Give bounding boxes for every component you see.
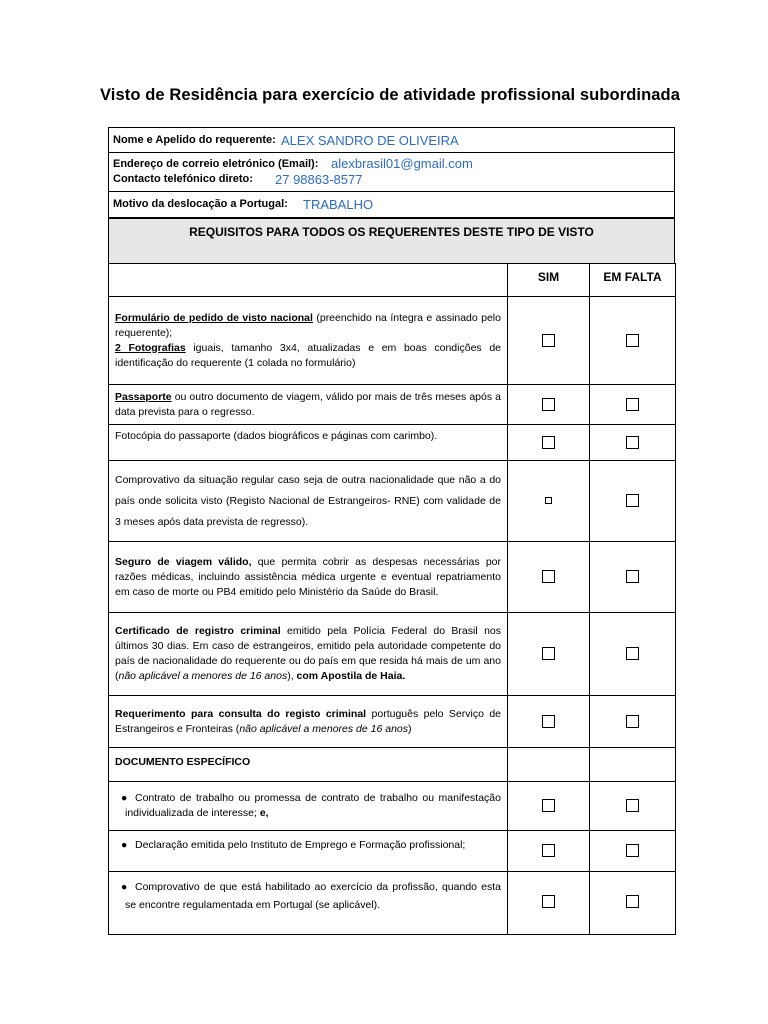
em-falta-checkbox[interactable] — [626, 436, 639, 449]
sim-checkbox[interactable] — [542, 570, 555, 583]
table-row — [109, 425, 676, 461]
table-row — [109, 872, 676, 935]
criminal-record-note: não aplicável a menores de 16 anos — [118, 670, 288, 682]
photos-label: 2 Fotografias — [115, 341, 186, 354]
page-title: Visto de Residência para exercício de atividade profissional subordinada — [100, 86, 681, 104]
table-row — [109, 831, 676, 872]
contract-text: Contrato de trabalho ou promessa de contrato de trabalho ou manifestação individualizada de interesse; — [125, 792, 501, 819]
em-falta-checkbox[interactable] — [626, 494, 639, 507]
consult-note: não aplicável a menores de 16 anos — [239, 722, 409, 735]
header-empty-cell — [109, 264, 508, 297]
consult-detail: português pelo Serviço de Estrangeiros e Fronteiras ( — [115, 707, 501, 735]
passport-detail: ou outro documento de viagem, válido por mais de três meses após a data prevista para o regresso. — [115, 390, 501, 418]
table-header-row — [109, 264, 676, 297]
em-falta-checkbox[interactable] — [626, 334, 639, 347]
criminal-record-detail: emitido pela Polícia Federal do Brasil nos últimos 30 dias. Em caso de estrangeiros, emitido pela autoridade competente do país de nacionalidade do requerente ou do país em que resida há mais de um ano ( — [115, 625, 501, 682]
em-falta-checkbox[interactable] — [626, 844, 639, 857]
sim-checkbox[interactable] — [542, 895, 555, 908]
requirement-passport — [109, 385, 508, 425]
form-label: Formulário de pedido de visto nacional — [115, 311, 313, 324]
requirement-criminal-record-consult — [109, 696, 508, 748]
column-sim-header: SIM — [508, 264, 590, 297]
em-falta-checkbox[interactable] — [626, 895, 639, 908]
column-em-falta-header: EM FALTA — [590, 264, 676, 297]
table-row — [109, 297, 676, 385]
sim-checkbox[interactable] — [542, 436, 555, 449]
empty-cell — [590, 748, 676, 782]
applicant-reason-value[interactable]: TRABALHO — [303, 197, 374, 212]
criminal-record-label: Certificado de registro criminal — [115, 625, 281, 637]
applicant-email-value[interactable]: alexbrasil01@gmail.com — [331, 156, 473, 171]
table-row — [109, 613, 676, 696]
bullet-icon: ● — [121, 839, 128, 851]
sim-checkbox[interactable] — [542, 334, 555, 347]
requirement-form-photos — [109, 297, 508, 385]
table-row — [109, 385, 676, 425]
specific-iefp-declaration — [109, 831, 508, 872]
applicant-reason-row — [108, 191, 675, 218]
qualification-text: Comprovativo de que está habilitado ao exercício da profissão, quando esta se encontre regulamentada em Portugal (se aplicável). — [125, 881, 501, 911]
em-falta-checkbox[interactable] — [626, 715, 639, 728]
sim-checkbox[interactable] — [542, 844, 555, 857]
em-falta-checkbox[interactable] — [626, 570, 639, 583]
requirement-rne: Comprovativo da situação regular caso seja de outra nacionalidade que não a do país onde solicita visto (Registo Nacional de Estrangeiros- RNE) com validade de 3 meses após data prevista de regresso). — [109, 461, 508, 542]
consult-after: ) — [408, 722, 412, 735]
insurance-label: Seguro de viagem válido, — [115, 555, 252, 568]
table-row — [109, 748, 676, 782]
bullet-icon: ● — [121, 881, 128, 893]
specific-employment-contract — [109, 782, 508, 831]
empty-cell — [508, 748, 590, 782]
requirement-criminal-record — [109, 613, 508, 696]
insurance-detail: que permita cobrir as despesas necessárias por razões médicas, incluindo assistência médica urgente e eventual repatriamento em caso de morte ou PB4 emitido pelo Ministério da Saúde do Brasil. — [115, 555, 501, 598]
em-falta-checkbox[interactable] — [626, 799, 639, 812]
requirements-heading: REQUISITOS PARA TODOS OS REQUERENTES DESTE TIPO DE VISTO — [189, 225, 594, 239]
passport-label: Passaporte — [115, 390, 172, 403]
table-row — [109, 782, 676, 831]
specific-document-heading: DOCUMENTO ESPECÍFICO — [109, 748, 508, 782]
applicant-name-row — [108, 127, 675, 153]
applicant-email-label: Endereço de correio eletrónico (Email): — [113, 158, 319, 170]
table-row — [109, 696, 676, 748]
applicant-reason-label: Motivo da deslocação a Portugal: — [113, 198, 288, 210]
apostille-label: com Apostila de Haia. — [296, 670, 406, 682]
consult-label: Requerimento para consulta do registo criminal — [115, 707, 367, 720]
requirement-travel-insurance — [109, 542, 508, 613]
requirements-table — [108, 263, 676, 935]
sim-checkbox[interactable] — [542, 398, 555, 411]
requirement-passport-copy: Fotocópia do passaporte (dados biográficos e páginas com carimbo). — [109, 425, 508, 461]
applicant-name-value[interactable]: ALEX SANDRO DE OLIVEIRA — [281, 133, 459, 148]
contract-connector: e, — [256, 807, 269, 819]
sim-checkbox[interactable] — [542, 799, 555, 812]
applicant-contact-row — [108, 152, 675, 192]
em-falta-checkbox[interactable] — [626, 647, 639, 660]
sim-checkbox[interactable] — [545, 497, 552, 504]
photos-detail: iguais, tamanho 3x4, atualizadas e em boas condições de identificação do requerente (1 colada no formulário) — [115, 341, 501, 369]
applicant-name-label: Nome e Apelido do requerente: — [113, 134, 276, 146]
applicant-phone-value[interactable]: 27 98863-8577 — [275, 172, 363, 187]
table-row — [109, 542, 676, 613]
applicant-phone-label: Contacto telefónico direto: — [113, 173, 253, 185]
bullet-icon: ● — [121, 792, 128, 804]
iefp-text: Declaração emitida pelo Instituto de Emprego e Formação profissional; — [135, 839, 466, 851]
sim-checkbox[interactable] — [542, 715, 555, 728]
table-row — [109, 461, 676, 542]
criminal-record-after: ), — [287, 670, 297, 682]
requirements-heading-band — [108, 218, 675, 264]
specific-professional-qualification — [109, 872, 508, 935]
sim-checkbox[interactable] — [542, 647, 555, 660]
form-detail: (preenchido na íntegra e assinado pelo requerente); — [115, 311, 501, 339]
em-falta-checkbox[interactable] — [626, 398, 639, 411]
